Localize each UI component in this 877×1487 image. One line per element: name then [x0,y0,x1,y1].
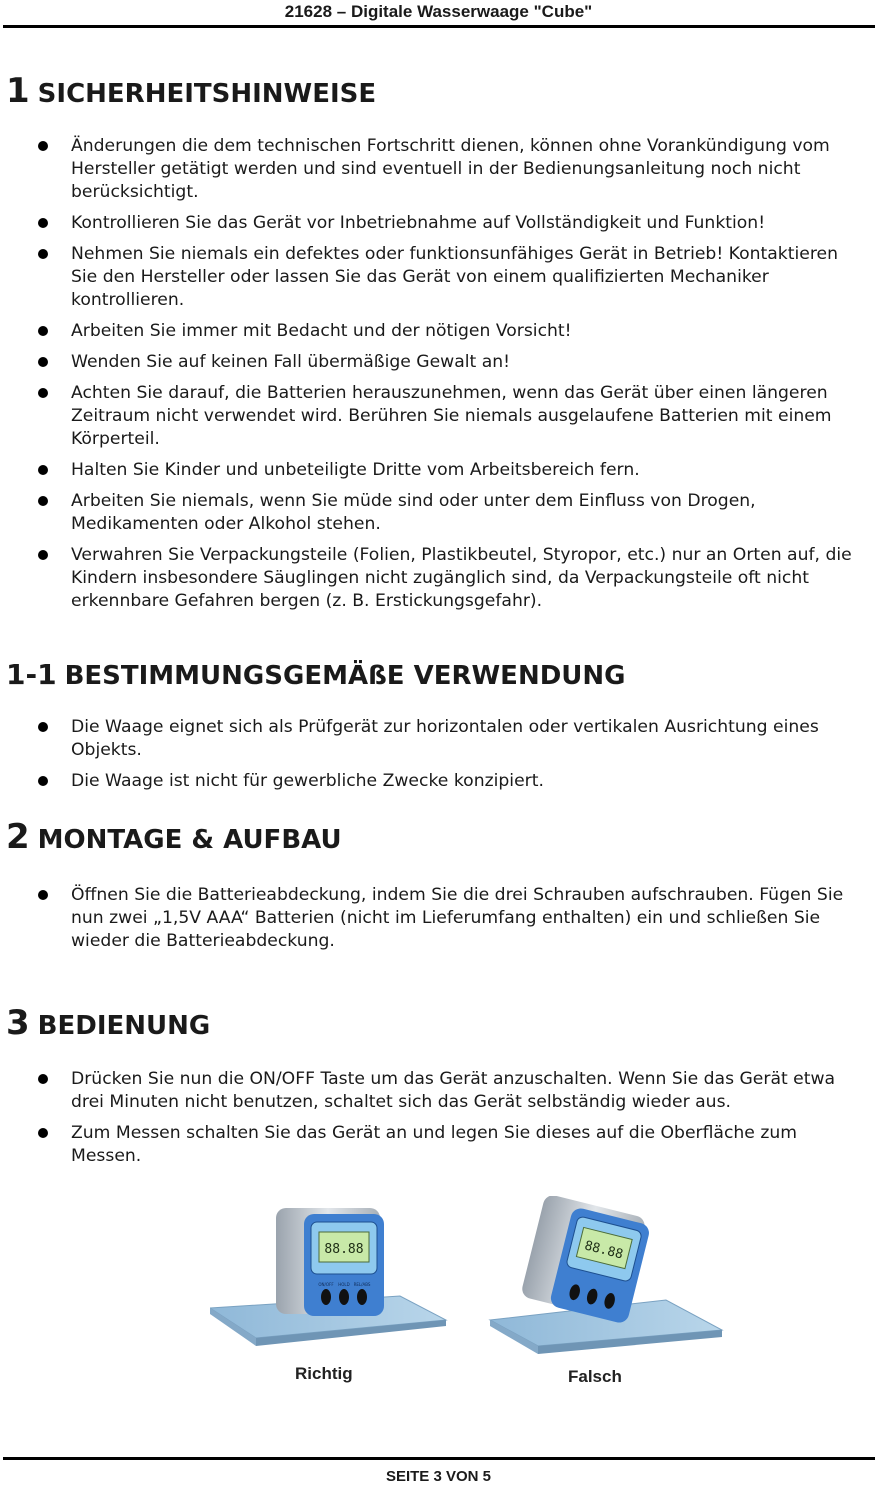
list-item: Verwahren Sie Verpackungsteile (Folien, Plastikbeutel, Styropor, etc.) nur an Orten auf, die Kindern insbesondere Säuglingen nicht zugänglich sind, da Verpackungsteile oft nicht erkennbare Gefahren bergen (z. B. Erstickungsgefahr). [0,544,877,613]
bullet-list [0,1068,877,1176]
list-item: Zum Messen schalten Sie das Gerät an und legen Sie dieses auf die Oberfläche zum Messen. [0,1122,877,1168]
button-label: HOLD [338,1282,350,1287]
section-title: BESTIMMUNGSGEMÄßE VERWENDUNG [64,661,626,691]
header-rule [3,25,875,28]
section-title: BEDIENUNG [37,1011,211,1041]
list-item: Arbeiten Sie immer mit Bedacht und der nötigen Vorsicht! [0,320,877,343]
figure-caption-wrong: Falsch [568,1367,622,1386]
section-heading [6,660,626,691]
section-title: SICHERHEITSHINWEISE [37,79,377,109]
page-number: SEITE 3 VON 5 [385,1468,492,1485]
section-heading [6,1003,211,1043]
lcd-display-text: 88.88 [324,1242,364,1257]
section-number: 3 [6,1003,30,1043]
section-heading [6,71,377,111]
list-item: Änderungen die dem technischen Fortschritt dienen, können ohne Vorankündigung vom Hersteller getätigt werden und sind eventuell in der Bedienungsanleitung noch nicht berücksichtigt. [0,135,877,204]
section-number: 1-1 [6,658,57,691]
list-item: Die Waage eignet sich als Prüfgerät zur horizontalen oder vertikalen Ausrichtung eines Objekts. [0,716,877,762]
level-correct-illustration [210,1200,450,1360]
list-item: Drücken Sie nun die ON/OFF Taste um das Gerät anzuschalten. Wenn Sie das Gerät etwa drei Minuten nicht benutzen, schaltet sich das Gerät selbständig wieder aus. [0,1068,877,1114]
section-number: 1 [6,71,30,111]
lcd-display-text: 88.88 [582,1238,625,1263]
figure-caption-correct: Richtig [295,1364,353,1383]
list-item: Öffnen Sie die Batterieabdeckung, indem Sie die drei Schrauben aufschrauben. Fügen Sie nun zwei „1,5V AAA“ Batterien (nicht im Lieferumfang enthalten) ein und schließen Sie wieder die Batterieabdeckung. [0,884,877,953]
list-item: Wenden Sie auf keinen Fall übermäßige Gewalt an! [0,351,877,374]
list-item: Halten Sie Kinder und unbeteiligte Dritte vom Arbeitsbereich fern. [0,459,877,482]
bullet-list [0,716,877,801]
button-label: REL/ABS [353,1282,371,1287]
button-label: ON/OFF [318,1282,334,1287]
document-header-title: 21628 – Digitale Wasserwaage "Cube" [284,2,593,21]
section-heading [6,817,342,857]
footer-rule [3,1457,875,1460]
bullet-list [0,884,877,961]
bullet-list [0,135,877,621]
section-title: MONTAGE & AUFBAU [37,825,342,855]
level-wrong-illustration [486,1196,726,1362]
list-item: Kontrollieren Sie das Gerät vor Inbetriebnahme auf Vollständigkeit und Funktion! [0,212,877,235]
list-item: Achten Sie darauf, die Batterien herauszunehmen, wenn das Gerät über einen längeren Zeitraum nicht verwendet wird. Berühren Sie niemals ausgelaufene Batterien mit einem Körperteil. [0,382,877,451]
list-item: Nehmen Sie niemals ein defektes oder funktionsunfähiges Gerät in Betrieb! Kontaktieren Sie den Hersteller oder lassen Sie das Gerät von einem qualifizierten Mechaniker kontrollieren. [0,243,877,312]
list-item: Die Waage ist nicht für gewerbliche Zwecke konzipiert. [0,770,877,793]
section-number: 2 [6,817,30,857]
list-item: Arbeiten Sie niemals, wenn Sie müde sind oder unter dem Einfluss von Drogen, Medikamenten oder Alkohol stehen. [0,490,877,536]
